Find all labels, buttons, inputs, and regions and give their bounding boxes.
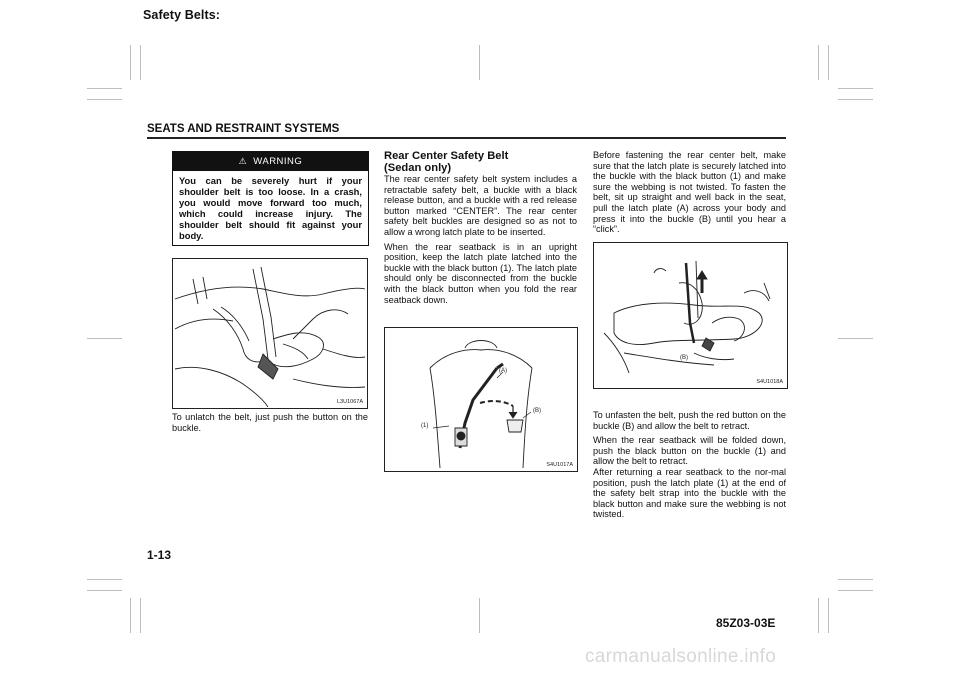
crop-mark (140, 598, 141, 633)
crop-mark (140, 45, 141, 80)
paragraph: Before fastening the rear center belt, make sure that the latch plate is securely latched into the buckle with the black button (1) and make sure the webbing is not twisted. To fasten the belt, sit up straight and well back in the seat, pull the latch plate (A) across your body and press it into the buckle (B) until you hear a “click”. (593, 150, 786, 235)
crop-mark (130, 598, 131, 633)
figure-label-b: (B) (680, 355, 688, 361)
section-title: Safety Belts: (143, 8, 221, 22)
paragraph: When the rear seatback is in an upright position, keep the latch plate latched into the buckle with the black button (1). The latch plate should only be disconnected from the buckle with the black button when you fold the rear seatback down. (384, 241, 577, 305)
crop-mark (828, 598, 829, 633)
fasten-belt-illustration (594, 243, 787, 388)
crop-mark (87, 579, 122, 580)
warning-header (173, 152, 368, 171)
column-2 (384, 150, 577, 309)
figure-unlatch-belt (172, 258, 368, 409)
crop-mark (838, 590, 873, 591)
crop-mark (87, 338, 122, 339)
section-heading-line2: (Sedan only) (384, 162, 452, 174)
crop-mark (838, 338, 873, 339)
crop-mark (479, 45, 480, 80)
watermark: carmanualsonline.info (585, 646, 777, 667)
figure-code: S4U1018A (756, 379, 783, 385)
page-number: 1-13 (147, 548, 172, 562)
chapter-title: SEATS AND RESTRAINT SYSTEMS (147, 123, 340, 135)
figure-fasten-belt (593, 242, 788, 389)
column-3-top (593, 150, 786, 239)
figure-label-1: (1) (421, 423, 429, 429)
document-code: 85Z03-03E (716, 616, 776, 630)
crop-mark (838, 88, 873, 89)
warning-text: You can be severely hurt if your shoulder belt is too loose. In a crash, you would move forward too much, which could increase injury. The shoulder belt should fit against your body. (179, 175, 362, 241)
warning-triangle-icon: ⚠ (238, 156, 248, 166)
figure-label-a: (A) (499, 368, 507, 374)
figure-code: S4U1017A (546, 462, 573, 468)
crop-mark (479, 598, 480, 633)
crop-mark (87, 590, 122, 591)
figure-label-b: (B) (533, 408, 541, 414)
paragraph: To unfasten the belt, push the red button on the buckle (B) and allow the belt to retract. (593, 410, 786, 431)
crop-mark (87, 88, 122, 89)
header-rule (147, 137, 786, 139)
crop-mark (130, 45, 131, 80)
figure-center-belt (384, 327, 578, 472)
warning-box (172, 151, 369, 246)
paragraph: The rear center safety belt system includes a retractable safety belt, a buckle with a black release button, and a buckle with a red release button marked “CENTER”. The rear center safety belt buckles are designed so as not to allow a wrong latch plate to be inserted. (384, 174, 577, 237)
crop-mark (87, 99, 122, 100)
center-belt-illustration (385, 328, 577, 471)
paragraph: After returning a rear seatback to the nor-mal position, push the latch plate (1) at the end of the safety belt strap into the buckle with the black button and make sure the webbing is not twisted. (593, 466, 786, 520)
paragraph: When the rear seatback will be folded down, push the black button on the buckle (1) and allow the belt to retract. (593, 435, 786, 467)
warning-label: WARNING (253, 156, 303, 167)
caption-unlatch: To unlatch the belt, just push the button on the buckle. (172, 412, 368, 433)
crop-mark (838, 99, 873, 100)
column-3-bottom (593, 410, 786, 524)
section-heading-line1: Rear Center Safety Belt (384, 150, 509, 162)
crop-mark (818, 45, 819, 80)
figure-code: L3U1067A (337, 399, 363, 405)
crop-mark (818, 598, 819, 633)
unlatch-belt-illustration (173, 259, 367, 408)
crop-mark (838, 579, 873, 580)
column-1-caption (172, 412, 368, 437)
crop-mark (828, 45, 829, 80)
